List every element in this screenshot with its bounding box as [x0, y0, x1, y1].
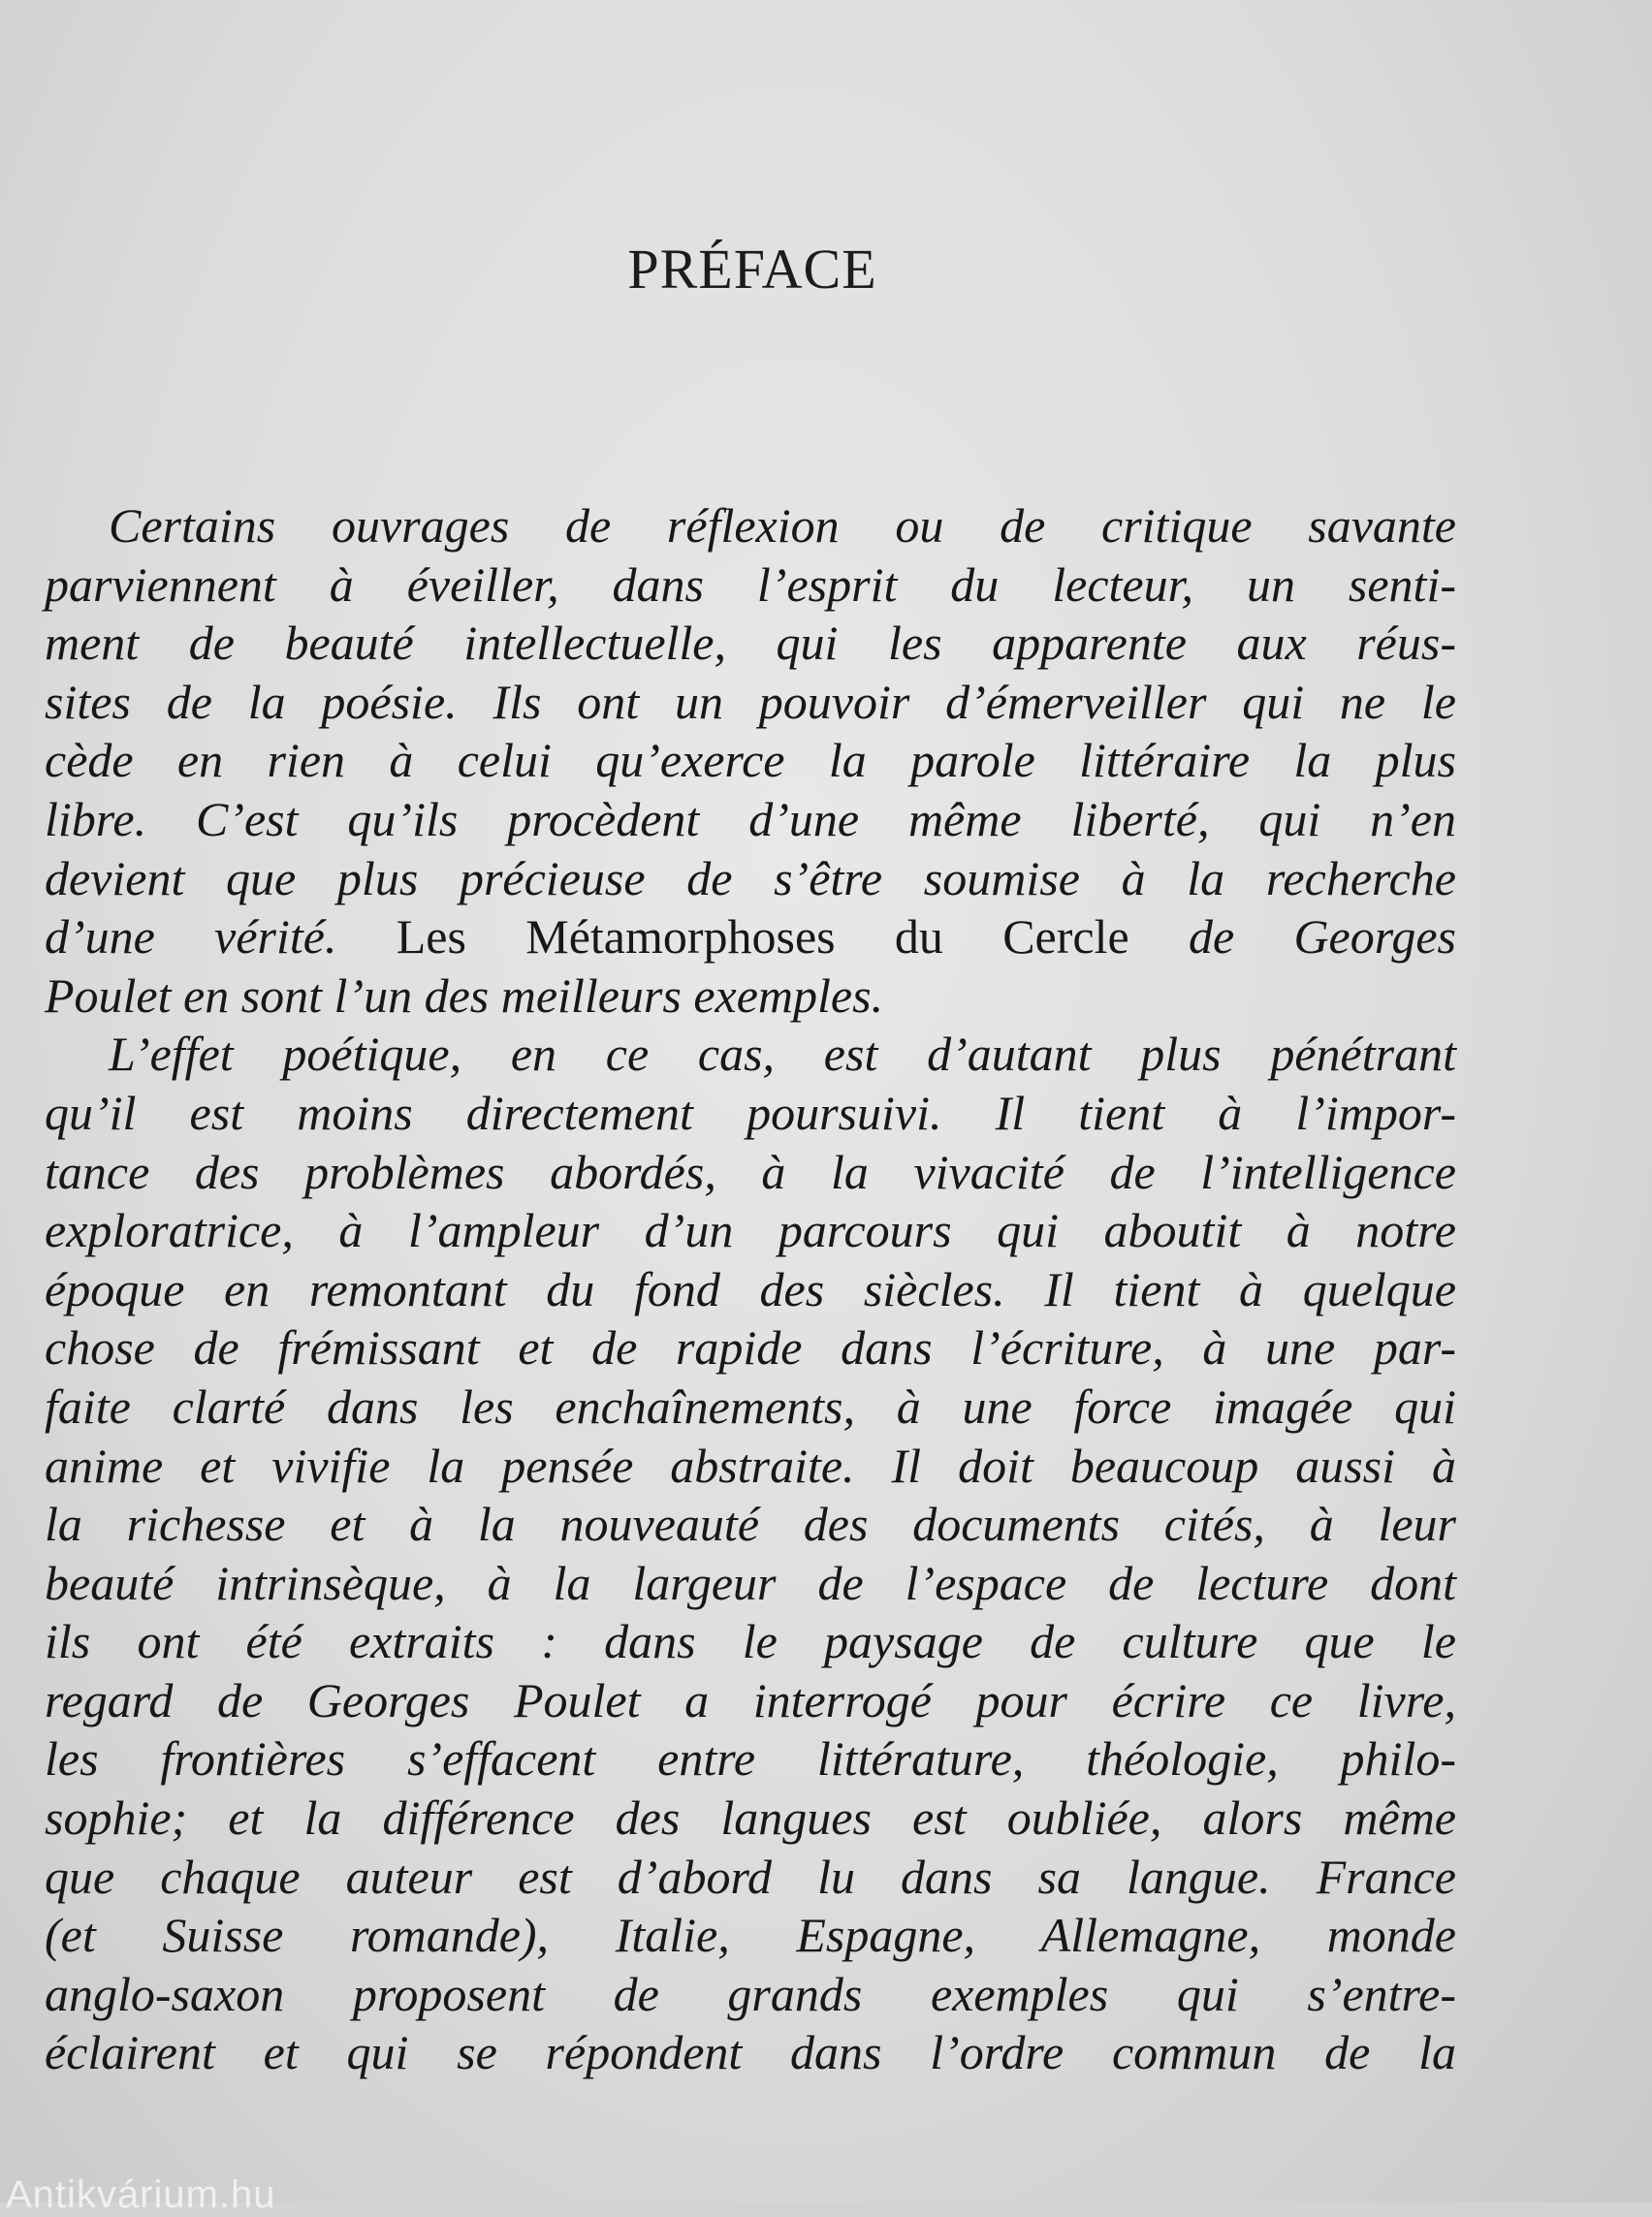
text-line: les frontières s’effacent entre littérature, théologie, philo- [45, 1731, 1456, 1787]
text-line: faite clarté dans les enchaînements, à une force imagée qui [45, 1378, 1456, 1434]
text-line: Poulet en sont l’un des meilleurs exemples. [45, 967, 884, 1023]
book-title: Les Métamorphoses du Cercle [396, 909, 1129, 965]
text-line: regard de Georges Poulet a interrogé pour écrire ce livre, [45, 1672, 1456, 1727]
text-line: anime et vivifie la pensée abstraite. Il doit beaucoup aussi à [45, 1438, 1456, 1493]
text-line: exploratrice, à l’ampleur d’un parcours qui aboutit à notre [45, 1203, 1456, 1258]
text-line: sites de la poésie. Ils ont un pouvoir d’émerveiller qui ne le [45, 674, 1456, 729]
text-line: que chaque auteur est d’abord lu dans sa langue. France [45, 1849, 1456, 1904]
text-line: ils ont été extraits : dans le paysage de culture que le [45, 1614, 1456, 1669]
text-line: anglo-saxon proposent de grands exemples qui s’entre- [45, 1966, 1456, 2021]
text-line: la richesse et à la nouveauté des documents cités, à leur [45, 1497, 1456, 1552]
text-line: éclairent et qui se répondent dans l’ordre commun de la [45, 2025, 1456, 2080]
text-line: beauté intrinsèque, à la largeur de l’espace de lecture dont [45, 1555, 1456, 1610]
text-fragment: d’une vérité. [45, 909, 397, 965]
text-line: L’effet poétique, en ce cas, est d’autant plus pénétrant [109, 1027, 1456, 1082]
text-line: devient que plus précieuse de s’être soumise à la recherche [45, 850, 1456, 905]
text-line: cède en rien à celui qu’exerce la parole littéraire la plus [45, 733, 1456, 788]
text-line: époque en remontant du fond des siècles. Il tient à quelque [45, 1261, 1456, 1316]
text-line: chose de frémissant et de rapide dans l’écriture, à une par- [45, 1320, 1456, 1376]
text-line: parviennent à éveiller, dans l’esprit du lecteur, un senti- [45, 556, 1456, 612]
text-line: sophie; et la différence des langues est oubliée, alors même [45, 1790, 1456, 1846]
text-fragment: de Georges [1128, 909, 1456, 965]
text-line: (et Suisse romande), Italie, Espagne, Allemagne, monde [45, 1908, 1456, 1963]
text-line: libre. C’est qu’ils procèdent d’une même liberté, qui n’en [45, 791, 1456, 846]
page-title: PRÉFACE [627, 238, 877, 301]
preface-body [45, 496, 1456, 2082]
text-line: tance des problèmes abordés, à la vivacité de l’intelligence [45, 1144, 1456, 1199]
text-line: Certains ouvrages de réflexion ou de critique savante [109, 498, 1456, 553]
text-line: ment de beauté intellectuelle, qui les apparente aux réus- [45, 616, 1456, 671]
watermark: Antikvárium.hu [6, 2173, 276, 2216]
text-line-with-book-title [45, 907, 1456, 966]
text-line: qu’il est moins directement poursuivi. Il tient à l’impor- [45, 1085, 1456, 1140]
